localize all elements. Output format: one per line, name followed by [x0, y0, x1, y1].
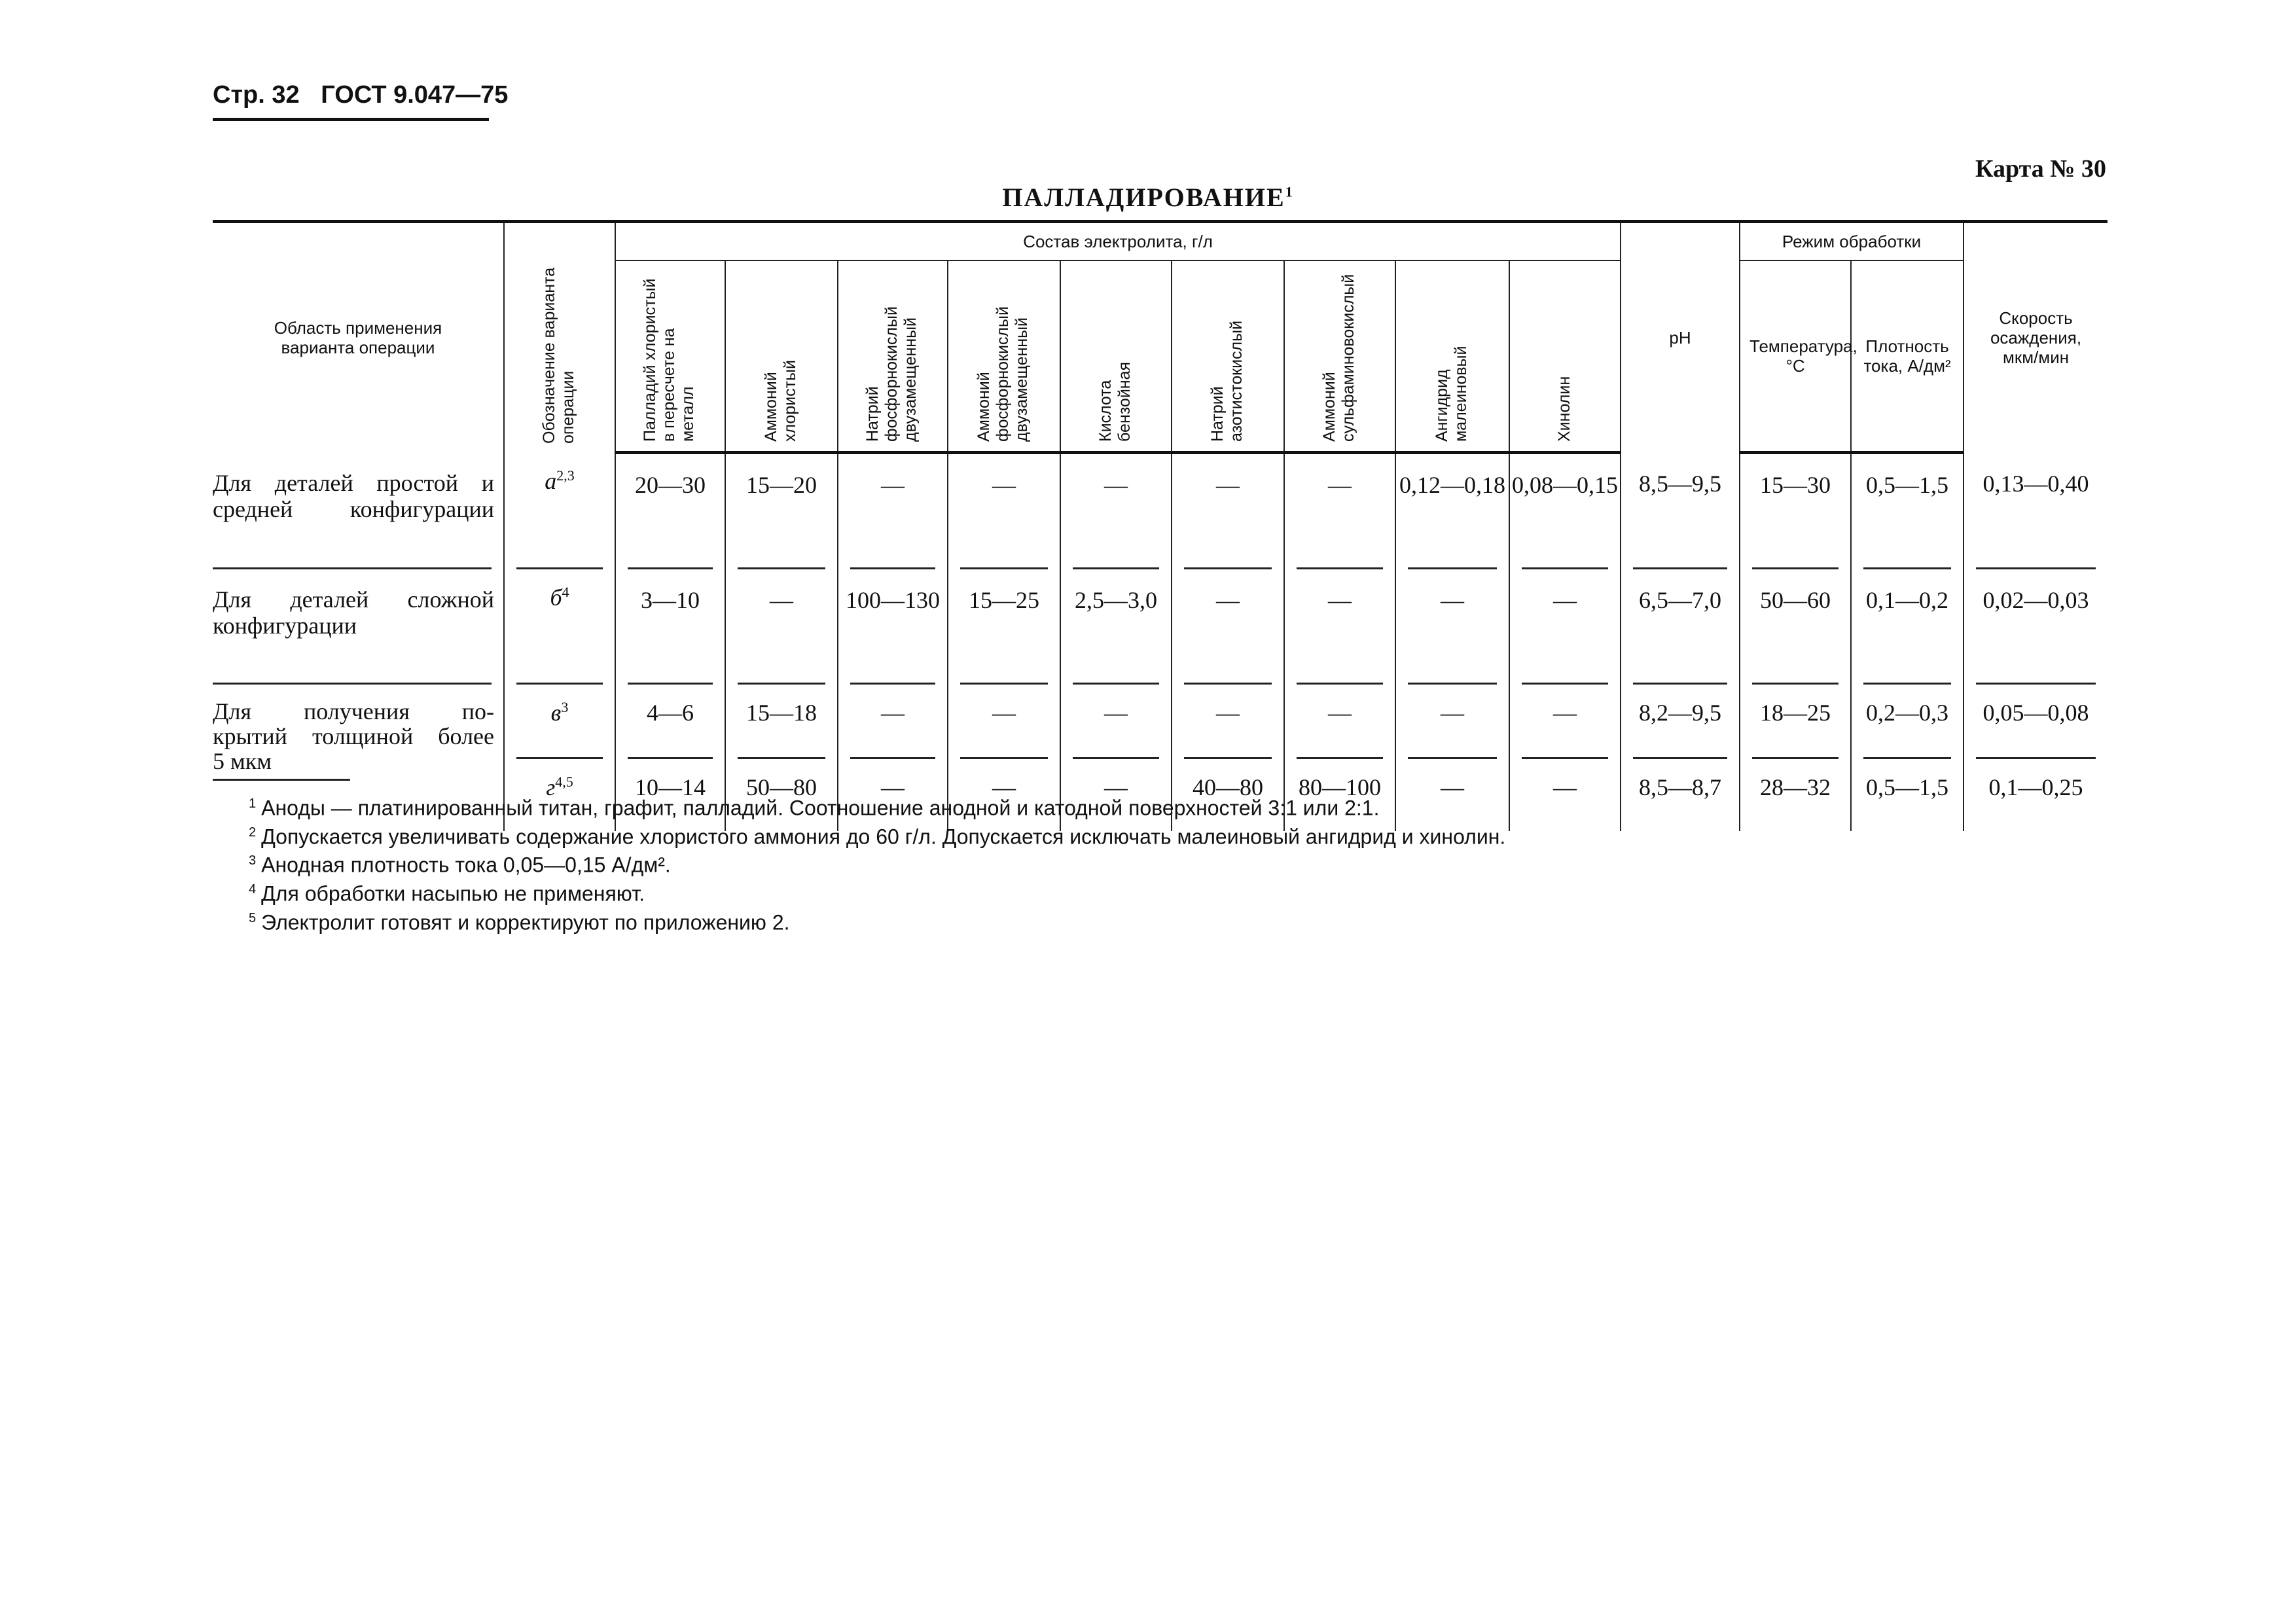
speed-cell: 0,13—0,40	[1964, 453, 2108, 570]
spec-table-wrapper	[213, 220, 2108, 831]
footnote-rule	[213, 779, 350, 781]
variant-code: г	[546, 774, 556, 800]
value-cell: —	[1060, 685, 1172, 759]
temperature-cell: 28—32	[1740, 759, 1851, 831]
value-cell: 2,5—3,0	[1060, 569, 1172, 685]
application-text-line: крытий толщиной более	[213, 723, 494, 749]
application-text-line: Для получения по-	[213, 698, 494, 724]
value-cell: —	[1395, 569, 1509, 685]
variant-code: в	[550, 700, 562, 726]
header-ammonium-chloride-text: Аммоний хлористый	[762, 359, 799, 442]
page-label: Стр. 32	[213, 81, 300, 109]
header-ammonium-phosphate	[948, 260, 1060, 453]
footnote-3	[249, 849, 2016, 878]
header-speed-text: Скорость осаждения, мкм/мин	[1990, 308, 2082, 368]
application-text: Для деталей сложной конфигурации	[213, 586, 494, 639]
value-cell: —	[1509, 685, 1621, 759]
value-cell: —	[948, 759, 1060, 831]
ph-cell: 8,2—9,5	[1621, 685, 1740, 759]
value-cell: 10—14	[615, 759, 725, 831]
value-cell: —	[1395, 759, 1509, 831]
value-cell: —	[1395, 685, 1509, 759]
table-row	[213, 569, 2108, 685]
speed-cell: 0,1—0,25	[1964, 759, 2108, 831]
footnote-mark: 4	[249, 882, 257, 897]
footnotes	[249, 792, 2016, 935]
value-cell: —	[1060, 759, 1172, 831]
ph-cell: 6,5—7,0	[1621, 569, 1740, 685]
value-cell: 80—100	[1284, 759, 1395, 831]
page-title-text: ПАЛЛАДИРОВАНИЕ	[1002, 183, 1285, 212]
footnote-1	[249, 792, 2016, 821]
header-maleic-anhydride	[1395, 260, 1509, 453]
header-variant-text: Обозначение варианта операции	[540, 267, 577, 444]
footnote-mark: 3	[249, 853, 257, 868]
header-electrolyte-group	[615, 222, 1621, 261]
header-ph-text: pH	[1669, 328, 1691, 348]
variant-footnote-ref: 4,5	[555, 774, 573, 790]
temperature-cell: 50—60	[1740, 569, 1851, 685]
variant-footnote-ref: 2,3	[556, 467, 575, 484]
header-current-density-text: Плотность тока, А/дм²	[1863, 336, 1951, 376]
header-sodium-nitrite-text: Натрий азотистокислый	[1208, 320, 1246, 442]
footnote-mark: 1	[249, 796, 257, 811]
palladium-plating-table	[213, 220, 2108, 831]
value-cell: 15—25	[948, 569, 1060, 685]
application-cell	[213, 569, 504, 685]
value-cell: —	[948, 453, 1060, 570]
footnote-5	[249, 906, 2016, 935]
value-cell: —	[725, 569, 838, 685]
header-sodium-phosphate-text: Натрий фосфорнокислый двузамещенный	[863, 306, 920, 442]
footnote-4	[249, 878, 2016, 906]
footnote-text: Для обработки насыпью не применяют.	[261, 882, 645, 906]
header-temperature	[1740, 260, 1857, 453]
table-row	[213, 453, 2108, 570]
temperature-cell: 15—30	[1740, 453, 1851, 570]
value-cell: —	[838, 453, 948, 570]
variant-footnote-ref: 4	[562, 584, 569, 600]
footnote-2	[249, 821, 2016, 849]
footnote-text: Аноды — платинированный титан, графит, палладий. Соотношение анодной и катодной поверхностей 3:1 или 2:1.	[261, 796, 1380, 820]
header-quinoline	[1509, 260, 1621, 453]
header-ammonium-phosphate-text: Аммоний фосфорнокислый двузамещенный	[975, 306, 1031, 442]
value-cell: 3—10	[615, 569, 725, 685]
variant-footnote-ref: 3	[561, 699, 569, 715]
header-variant	[504, 222, 615, 453]
value-cell: 40—80	[1172, 759, 1284, 831]
density-cell: 0,1—0,2	[1851, 569, 1964, 685]
header-electrolyte-group-text: Состав электролита, г/л	[1023, 232, 1213, 251]
density-cell: 0,5—1,5	[1851, 759, 1964, 831]
header-temperature-text: Температура, °С	[1749, 336, 1857, 376]
value-cell: 0,12—0,18	[1395, 453, 1509, 570]
value-cell: —	[1172, 569, 1284, 685]
table-row	[213, 685, 2108, 759]
value-cell: 15—20	[725, 453, 838, 570]
application-cell	[213, 453, 504, 570]
header-benzoic-acid	[1060, 260, 1172, 453]
footnote-mark: 5	[249, 910, 257, 925]
header-quinoline-text: Хинолин	[1555, 376, 1574, 442]
value-cell: 0,08—0,15	[1509, 453, 1621, 570]
footnote-mark: 2	[249, 825, 257, 840]
speed-cell: 0,02—0,03	[1964, 569, 2108, 685]
header-palladium-chloride-text: Палладий хлористый в пересчете на металл	[641, 278, 697, 442]
value-cell: —	[1509, 569, 1621, 685]
value-cell: —	[1284, 685, 1395, 759]
speed-cell: 0,05—0,08	[1964, 685, 2108, 759]
value-cell: 4—6	[615, 685, 725, 759]
header-sodium-nitrite	[1172, 260, 1284, 453]
card-number: Карта № 30	[1975, 155, 2106, 183]
value-cell: 50—80	[725, 759, 838, 831]
value-cell: —	[838, 685, 948, 759]
running-header	[213, 79, 522, 111]
density-cell: 0,5—1,5	[1851, 453, 1964, 570]
ph-cell: 8,5—8,7	[1621, 759, 1740, 831]
value-cell: 20—30	[615, 453, 725, 570]
header-mode-group	[1740, 222, 1964, 261]
value-cell: 15—18	[725, 685, 838, 759]
variant-cell	[504, 453, 615, 570]
header-ph	[1621, 222, 1740, 453]
variant-cell	[504, 569, 615, 685]
temperature-cell: 18—25	[1740, 685, 1851, 759]
application-text: Для деталей простой и средней конфигурации	[213, 469, 494, 522]
value-cell: —	[1284, 569, 1395, 685]
value-cell: —	[1060, 453, 1172, 570]
variant-code: б	[550, 584, 562, 611]
density-cell: 0,2—0,3	[1851, 685, 1964, 759]
footnote-text: Анодная плотность тока 0,05—0,15 А/дм².	[261, 853, 671, 877]
header-mode-group-text: Режим обработки	[1782, 232, 1922, 251]
header-maleic-anhydride-text: Ангидрид малеиновый	[1433, 346, 1470, 442]
header-current-density	[1851, 260, 1964, 453]
page-title	[0, 182, 2296, 213]
value-cell: —	[1284, 453, 1395, 570]
variant-cell	[504, 685, 615, 759]
header-rule	[213, 118, 489, 121]
application-text-line: 5 мкм	[213, 748, 272, 774]
value-cell: —	[1172, 685, 1284, 759]
header-ammonium-chloride	[725, 260, 838, 453]
footnote-text: Электролит готовят и корректируют по приложению 2.	[261, 910, 790, 935]
value-cell: —	[838, 759, 948, 831]
header-ammonium-sulfamate	[1284, 260, 1395, 453]
variant-code: а	[545, 467, 557, 494]
value-cell: —	[1509, 759, 1621, 831]
header-sodium-phosphate	[838, 260, 948, 453]
header-palladium-chloride	[615, 260, 725, 453]
value-cell: —	[948, 685, 1060, 759]
header-ammonium-sulfamate-text: Аммоний сульфаминовокислый	[1320, 274, 1357, 442]
value-cell: 100—130	[838, 569, 948, 685]
standard-code: ГОСТ 9.047—75	[321, 81, 509, 109]
header-application	[213, 222, 504, 453]
header-speed	[1964, 222, 2108, 453]
footnote-text: Допускается увеличивать содержание хлористого аммония до 60 г/л. Допускается исключать малеиновый ангидрид и хинолин.	[261, 825, 1506, 849]
header-benzoic-acid-text: Кислота бензойная	[1096, 361, 1134, 442]
header-application-text: Область применения варианта операции	[274, 318, 442, 358]
value-cell: —	[1172, 453, 1284, 570]
title-footnote-ref: 1	[1285, 183, 1294, 200]
ph-cell: 8,5—9,5	[1621, 453, 1740, 570]
